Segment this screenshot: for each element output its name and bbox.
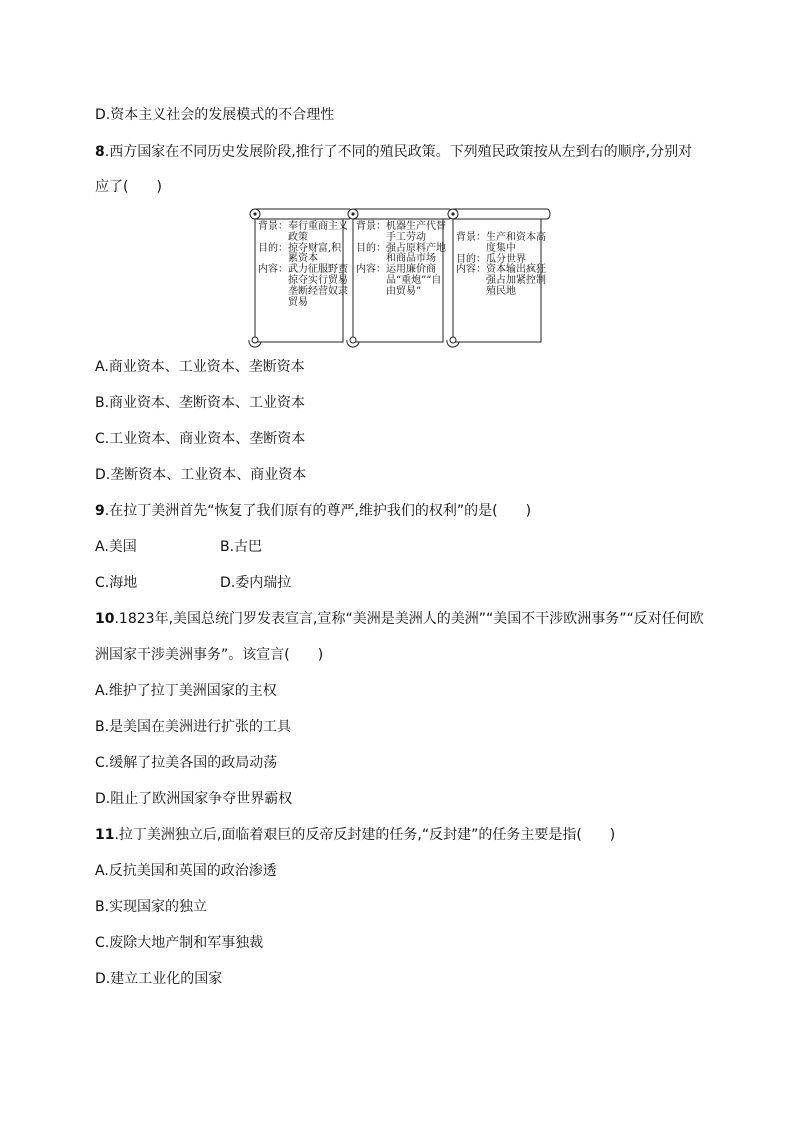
- q8-scroll-2: [344, 206, 452, 346]
- q8-option-c[interactable]: C.工业资本、商业资本、垄断资本: [95, 431, 306, 447]
- scroll-2-label: 目的：: [356, 242, 386, 254]
- q9-option-c[interactable]: C.海地: [95, 575, 138, 591]
- scroll-3-label: 内容：: [456, 264, 486, 276]
- q10-stem-line1: [95, 610, 704, 628]
- q9-option-d[interactable]: D.委内瑞拉: [220, 575, 292, 591]
- scroll-2-row-background: [356, 222, 446, 244]
- q8-number: 8: [95, 144, 105, 160]
- q8-scroll-1: [246, 206, 352, 346]
- scroll-1-text: 武力征服野蛮掠夺实行贸易垄断经营奴隶贸易: [288, 264, 348, 308]
- scroll-3-row-background: [456, 233, 546, 255]
- scroll-3-text: 资本输出疯狂强占加紧控制殖民地: [486, 264, 546, 297]
- q10-number: 10: [95, 611, 115, 627]
- q8-option-d[interactable]: D.垄断资本、工业资本、商业资本: [95, 467, 307, 483]
- q11-stem-text: .拉丁美洲独立后,面临着艰巨的反帝反封建的任务,“反封建”的任务主要是指( ): [114, 827, 616, 843]
- q9-option-b[interactable]: B.古巴: [220, 539, 263, 555]
- scroll-1-content: [258, 222, 348, 308]
- q10-stem-line2: 洲国家干涉美洲事务”。该宣言( ): [95, 647, 324, 663]
- scroll-2-label: 内容：: [356, 264, 386, 276]
- scroll-1-label: 内容：: [258, 264, 288, 276]
- scroll-3-text: 瓜分世界: [486, 253, 526, 265]
- q9-stem-text: .在拉丁美洲首先“恢复了我们原有的尊严,维护我们的权利”的是( ): [104, 503, 532, 519]
- q11-number: 11: [95, 827, 115, 843]
- q11-stem: [95, 826, 615, 844]
- q11-option-b[interactable]: B.实现国家的独立: [95, 899, 208, 915]
- scroll-3-label: 目的：: [456, 253, 486, 265]
- scroll-2-content: [356, 222, 446, 298]
- q7-option-d: D.资本主义社会的发展模式的不合理性: [95, 107, 335, 123]
- scroll-2-row-content: [356, 265, 446, 297]
- scroll-2-label: 背景：: [356, 221, 386, 232]
- q10-option-c[interactable]: C.缓解了拉美各国的政局动荡: [95, 755, 278, 771]
- scroll-3-content: [456, 233, 546, 298]
- q9-stem: [95, 502, 531, 520]
- q8-scroll-3: [444, 206, 550, 346]
- scroll-1-row-content: [258, 265, 348, 308]
- q8-option-b[interactable]: B.商业资本、垄断资本、工业资本: [95, 395, 306, 411]
- scroll-1-row-background: [258, 222, 348, 244]
- scroll-1-row-purpose: [258, 244, 348, 266]
- q10-option-b[interactable]: B.是美国在美洲进行扩张的工具: [95, 719, 292, 735]
- q8-stem-line2: 应了( ): [95, 179, 162, 195]
- scroll-1-label: 目的：: [258, 242, 288, 254]
- scroll-1-text: 奉行重商主义政策: [288, 221, 348, 243]
- q10-option-d[interactable]: D.阻止了欧洲国家争夺世界霸权: [95, 791, 293, 807]
- q9-options-row-1: [95, 538, 137, 556]
- q10-stem-text: .1823年,美国总统门罗发表宣言,宣称“美洲是美洲人的美洲”“美国不干涉欧洲事务”“反对任何欧: [114, 611, 704, 627]
- q8-stem-line1: [95, 143, 692, 161]
- q8-stem-text: .西方国家在不同历史发展阶段,推行了不同的殖民政策。下列殖民政策按从左到右的顺序,分别对: [104, 144, 693, 160]
- q11-option-a[interactable]: A.反抗美国和英国的政治渗透: [95, 863, 277, 879]
- scroll-3-text: 生产和资本高度集中: [486, 232, 546, 254]
- scroll-1-text: 掠夺财富,积累资本: [288, 242, 342, 265]
- q8-option-a[interactable]: A.商业资本、工业资本、垄断资本: [95, 359, 305, 375]
- q9-option-a[interactable]: A.美国: [95, 539, 137, 555]
- scroll-1-label: 背景：: [258, 221, 288, 232]
- scroll-3-label: 背景：: [456, 232, 486, 243]
- q11-option-d[interactable]: D.建立工业化的国家: [95, 971, 223, 987]
- q10-option-a[interactable]: A.维护了拉丁美洲国家的主权: [95, 683, 277, 699]
- scroll-2-text: 机器生产代替手工劳动: [386, 221, 446, 243]
- scroll-2-text: 运用廉价商品“重炮”“自由贸易”: [386, 264, 442, 297]
- scroll-3-row-content: [456, 265, 546, 297]
- scroll-2-row-purpose: [356, 244, 446, 266]
- scroll-2-text: 强占原料产地和商品市场: [386, 242, 446, 265]
- q9-number: 9: [95, 503, 105, 519]
- q11-option-c[interactable]: C.废除大地产制和军事独裁: [95, 935, 264, 951]
